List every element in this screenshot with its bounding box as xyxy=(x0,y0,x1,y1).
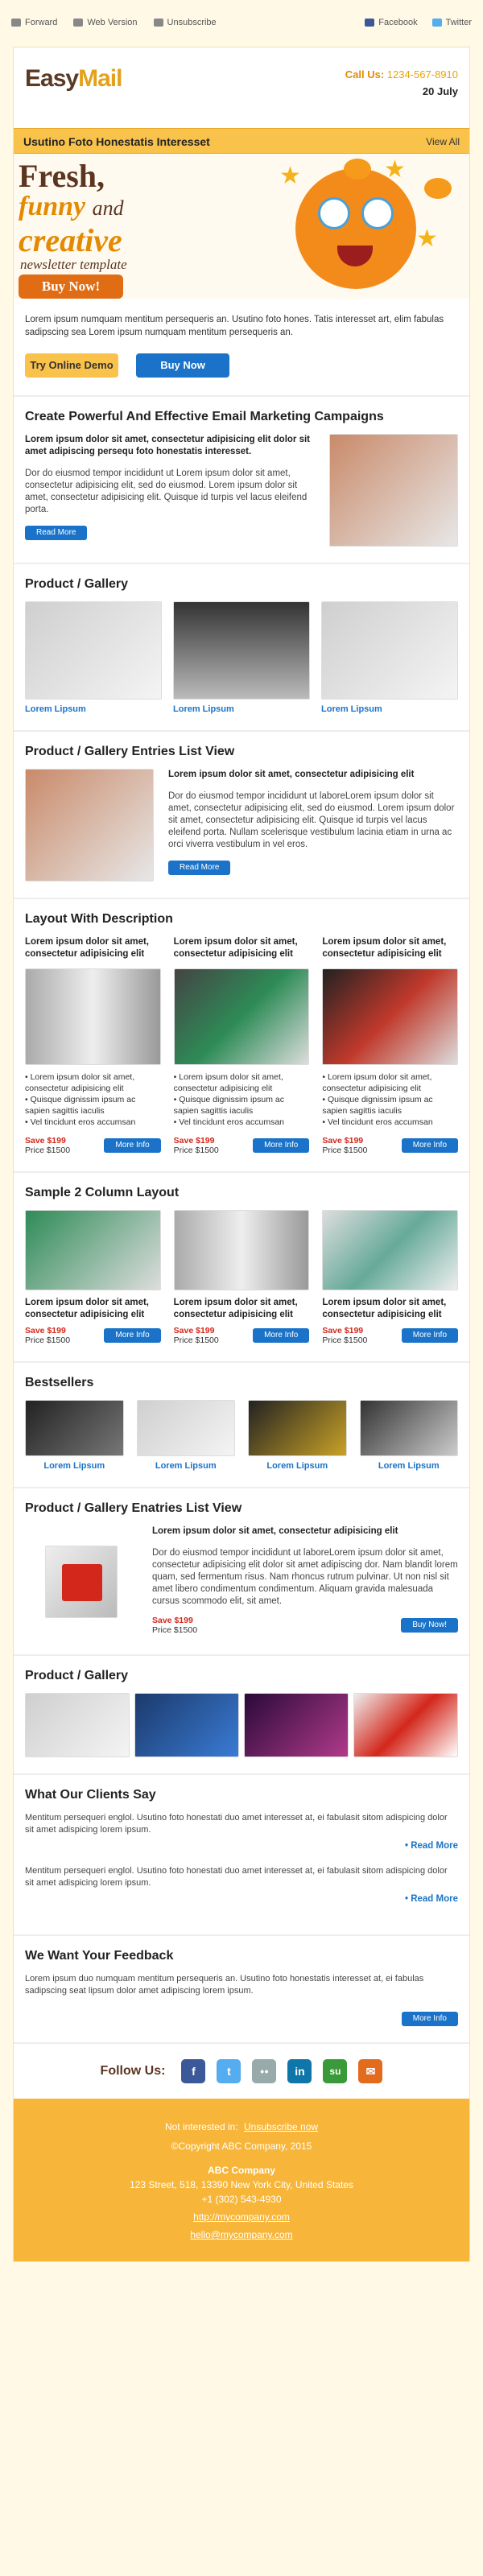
facebook-icon xyxy=(365,19,374,27)
title-bar xyxy=(14,128,469,154)
gallery-image[interactable] xyxy=(244,1693,349,1757)
hero-fresh: Fresh, xyxy=(19,158,105,194)
gallery-image[interactable] xyxy=(25,601,162,700)
hero-banner xyxy=(14,154,469,299)
product-image xyxy=(322,1210,458,1290)
follow-label: Follow Us: xyxy=(100,2064,166,2078)
section-feedback xyxy=(14,1934,469,2042)
hero-creative: creative xyxy=(19,222,122,258)
product-card: Lorem ipsum dolor sit amet, consectetur adipisicing elit • Lorem ipsum dolor sit amet, consectetur adipisicing elit • Quisque dignissim ipsum ac sapien sagittis iaculis • Vel tincidunt eros accumsan Save $199 Price $1500 More Info xyxy=(25,936,161,1155)
product-title: Lorem ipsum dolor sit amet, consectetur adipisicing elit xyxy=(173,937,298,959)
section-text: Dor do eiusmod tempor incididunt ut Lorem ipsum dolor sit amet, consectetur adipisicing elit, sed do eiusmod. Lorem ipsum dolor sit amet, consectetur adipisicing elit. Quisque id turpis vel lacus eleifend porta. xyxy=(25,469,308,514)
gallery-image[interactable] xyxy=(173,601,310,700)
product-image xyxy=(25,1210,161,1290)
gallery-image[interactable] xyxy=(321,601,458,700)
product-title: Lorem ipsum dolor sit amet, consectetur adipisicing elit xyxy=(322,1298,447,1319)
gallery-image[interactable] xyxy=(353,1693,458,1757)
product-bullets: • Lorem ipsum dolor sit amet, consectetur adipisicing elit • Quisque dignissim ipsum ac sapien sagittis iaculis • Vel tincidunt eros accumsan xyxy=(322,1071,458,1128)
forward-link[interactable]: Forward xyxy=(11,18,57,27)
phone-image xyxy=(25,769,154,881)
product-image xyxy=(174,1210,310,1290)
section-campaigns xyxy=(14,395,469,563)
section-title: Product / Gallery xyxy=(25,1669,129,1682)
hero-buy-button[interactable]: Buy Now! xyxy=(19,275,123,299)
gallery-image[interactable] xyxy=(25,1693,130,1757)
section-gallery xyxy=(14,563,469,730)
company-name: ABC Company xyxy=(207,2165,275,2176)
section-gallery-2 xyxy=(14,1654,469,1773)
bestseller-link[interactable]: Lorem Lipsum xyxy=(378,1461,440,1471)
section-list-view xyxy=(14,730,469,898)
section-title: Product / Gallery xyxy=(25,577,129,591)
feedback-text: Lorem ipsum duo numquam mentitum persequeris an. Usutino foto honestatis interesset at, ei fabulas sadipscing seat lipsum dolor amet adipiscing lorem ipsum. xyxy=(25,1974,424,1996)
testimonial: Mentitum persequeri englol. Usutino foto honestati duo amet interesset at, ei fabulasit sitom adispicing dolor sit amet adispicing lorem ipsum. xyxy=(25,1866,448,1888)
twitter-icon xyxy=(432,19,442,27)
product-title: Lorem ipsum dolor sit amet, consectetur adipisicing elit xyxy=(173,1298,298,1319)
company-email-link[interactable]: hello@mycompany.com xyxy=(190,2229,293,2240)
product-title: Lorem ipsum dolor sit amet, consectetur adipisicing elit xyxy=(25,937,149,959)
section-title: Sample 2 Column Layout xyxy=(25,1186,180,1199)
section-layout-desc xyxy=(14,898,469,1171)
web-version-icon xyxy=(73,19,83,27)
company-phone: +1 (302) 543-4930 xyxy=(201,2194,282,2205)
product-image xyxy=(174,968,310,1065)
header xyxy=(14,47,469,128)
facebook-link[interactable]: Facebook xyxy=(365,18,417,27)
more-info-button[interactable]: More Info xyxy=(402,2012,458,2026)
twitter-icon[interactable]: t xyxy=(217,2059,241,2083)
section-bestsellers xyxy=(14,1361,469,1487)
flickr-icon[interactable]: ●● xyxy=(252,2059,276,2083)
read-more-link[interactable]: • Read More xyxy=(404,1894,458,1904)
gallery-link[interactable]: Lorem Lipsum xyxy=(173,704,234,714)
section-text: Dor do eiusmod tempor incididunt ut laboreLorem ipsum dolor sit amet, consectetur adipisicing elit dolor sit amet adipiscing dor. Nam blandit lorem quam, sed fermentum risus. Nam rhoncus rutrum pulvinar. Ut non nisl sit amet libero condimentum condimentum. Aliquam gravida malesuada cursus scommodo elit, sit amet. xyxy=(152,1548,458,1606)
bestseller-link[interactable]: Lorem Lipsum xyxy=(155,1461,217,1471)
intro-text: Lorem ipsum numquam mentitum persequeris an. Usutino foto hones. Tatis interesset art, elim fabulas sadipscing sea Lorem ipsum numquam mentitum persequeris an. xyxy=(25,315,444,337)
cat-mouth-icon xyxy=(337,246,373,266)
product-card: Lorem ipsum dolor sit amet, consectetur adipisicing elit • Lorem ipsum dolor sit amet, consectetur adipisicing elit • Quisque dignissim ipsum ac sapien sagittis iaculis • Vel tincidunt eros accumsan Save $199 Price $1500 More Info xyxy=(322,936,458,1155)
product-card: Lorem ipsum dolor sit amet, consectetur adipisicing elit Save $199 Price $1500 More Info xyxy=(25,1210,161,1345)
company-url-link[interactable]: http://mycompany.com xyxy=(193,2211,290,2223)
bestseller-link[interactable]: Lorem Lipsum xyxy=(43,1461,105,1471)
rss-icon[interactable]: ✉ xyxy=(358,2059,382,2083)
footer xyxy=(14,2099,469,2261)
more-info-button[interactable]: More Info xyxy=(402,1138,458,1153)
section-list-view-2: Product / Gallery Enatries List View Lorem ipsum dolor sit amet, consectetur adipisicing elit Dor do eiusmod tempor incididunt ut laboreLorem ipsum dolor sit amet, consectetur adipisicing elit dolor sit amet adipiscing dor. Nam blandit lorem quam, sed fermentum risus. Nam rhoncus rutrum pulvinar. Ut non nisl sit amet libero condimentum condimentum. Aliquam gravida malesuada cursus scommodo elit, sit amet. Save $199 Price $1500 Buy Now! xyxy=(14,1487,469,1654)
section-title: Create Powerful And Effective Email Marketing Campaigns xyxy=(25,410,384,423)
product-title: Lorem ipsum dolor sit amet, consectetur adipisicing elit xyxy=(25,1298,149,1319)
bestseller-image[interactable] xyxy=(248,1400,347,1456)
section-two-column xyxy=(14,1171,469,1361)
product-bullets: • Lorem ipsum dolor sit amet, consectetur adipisicing elit • Quisque dignissim ipsum ac sapien sagittis iaculis • Vel tincidunt eros accumsan xyxy=(174,1071,310,1128)
bestseller-image[interactable] xyxy=(360,1400,459,1456)
more-info-button[interactable]: More Info xyxy=(402,1328,458,1343)
bestseller-image[interactable] xyxy=(137,1400,236,1456)
amd-chip-icon xyxy=(45,1546,118,1618)
section-title: Layout With Description xyxy=(25,912,173,926)
star-icon: ★ xyxy=(384,156,406,183)
gallery-link[interactable]: Lorem Lipsum xyxy=(321,704,382,714)
hero-funny-line: funny and xyxy=(19,192,124,221)
gallery-image[interactable] xyxy=(134,1693,239,1757)
unsubscribe-line: Not interested in: Unsubscribe now xyxy=(164,2121,319,2132)
buy-now-button[interactable]: Buy Now xyxy=(136,353,229,378)
product-title: Lorem ipsum dolor sit amet, consectetur adipisicing elit xyxy=(322,937,447,959)
product-card: Lorem ipsum dolor sit amet, consectetur adipisicing elit Save $199 Price $1500 More Info xyxy=(174,1210,310,1345)
view-all-link[interactable]: View All xyxy=(426,136,460,147)
read-more-button[interactable]: Read More xyxy=(25,526,87,540)
read-more-button[interactable]: Read More xyxy=(168,861,230,875)
star-icon: ★ xyxy=(416,225,438,252)
bar-title: Usutino Foto Honestatis Interesset xyxy=(23,135,210,148)
unsubscribe-link[interactable]: Unsubscribe xyxy=(154,18,217,27)
buy-now-button[interactable]: Buy Now! xyxy=(401,1618,458,1633)
hero-tagline: newsletter template xyxy=(20,257,127,272)
top-bar xyxy=(0,0,483,47)
section-title: We Want Your Feedback xyxy=(25,1949,174,1963)
more-info-button[interactable]: More Info xyxy=(104,1138,160,1153)
bestseller-link[interactable]: Lorem Lipsum xyxy=(266,1461,328,1471)
logo[interactable]: EasyMail xyxy=(25,65,122,92)
social-bar xyxy=(14,2042,469,2099)
product-bullets: • Lorem ipsum dolor sit amet, consectetur adipisicing elit • Quisque dignissim ipsum ac sapien sagittis iaculis • Vel tincidunt eros accumsan xyxy=(25,1071,161,1128)
cat-eye-icon xyxy=(318,197,350,229)
phone-number[interactable]: 1234-567-8910 xyxy=(386,68,458,80)
bird-icon xyxy=(424,178,452,199)
section-subtitle: Lorem ipsum dolor sit amet, consectetur adipisicing elit dolor sit amet adipiscing persequ foto honestatis interesset. xyxy=(25,435,311,456)
phone-image xyxy=(329,434,458,547)
product-image xyxy=(322,968,458,1065)
bird-icon xyxy=(344,159,371,180)
stumbleupon-icon[interactable]: su xyxy=(323,2059,347,2083)
section-title: Bestsellers xyxy=(25,1376,94,1389)
contact-info: Call Us: 1234-567-8910 20 July xyxy=(345,68,458,97)
facebook-icon[interactable]: f xyxy=(181,2059,205,2083)
forward-icon xyxy=(11,19,21,27)
amd-image xyxy=(25,1525,138,1638)
star-icon: ★ xyxy=(279,163,301,189)
section-text: Dor do eiusmod tempor incididunt ut laboreLorem ipsum dolor sit amet, consectetur adipisicing elit, sed do eiusmod. Lorem ipsum dolor sit amet, consectetur adipisicing elit. Quisque id turpis vel lacus eleifend porta. Nullam scelerisque vestibulum lacinia etiam in urna ac orci viverra vestibulum in vel eros. xyxy=(168,791,455,849)
linkedin-icon[interactable]: in xyxy=(287,2059,312,2083)
email-container xyxy=(13,47,470,2262)
date: 20 July xyxy=(422,85,458,97)
unsubscribe-icon xyxy=(154,19,163,27)
gallery-link[interactable]: Lorem Lipsum xyxy=(25,704,86,714)
company-address: 123 Street, 518, 13390 New York City, United States xyxy=(130,2179,353,2190)
intro-buttons xyxy=(14,353,469,395)
more-info-button[interactable]: More Info xyxy=(253,1328,309,1343)
testimonial: Mentitum persequeri englol. Usutino foto honestati duo amet interesset at, ei fabulasit sitom adispicing dolor sit amet adispicing lorem ipsum. xyxy=(25,1813,448,1835)
twitter-link[interactable]: Twitter xyxy=(432,18,472,27)
section-title: Product / Gallery Entries List View xyxy=(25,745,235,758)
try-demo-button[interactable]: Try Online Demo xyxy=(25,353,118,378)
cat-eye-icon xyxy=(361,197,394,229)
read-more-link[interactable]: • Read More xyxy=(404,1841,458,1851)
cat-illustration xyxy=(295,168,416,289)
product-image xyxy=(25,968,161,1065)
web-version-link[interactable]: Web Version xyxy=(73,18,137,27)
bestseller-image[interactable] xyxy=(25,1400,124,1456)
copyright: ©Copyright ABC Company, 2015 xyxy=(171,2140,312,2152)
product-card: Lorem ipsum dolor sit amet, consectetur adipisicing elit • Lorem ipsum dolor sit amet, consectetur adipisicing elit • Quisque dignissim ipsum ac sapien sagittis iaculis • Vel tincidunt eros accumsan Save $199 Price $1500 More Info xyxy=(174,936,310,1155)
more-info-button[interactable]: More Info xyxy=(104,1328,160,1343)
more-info-button[interactable]: More Info xyxy=(253,1138,309,1153)
section-testimonials xyxy=(14,1773,469,1934)
section-subtitle: Lorem ipsum dolor sit amet, consectetur adipisicing elit xyxy=(152,1526,398,1536)
unsubscribe-now-link[interactable]: Unsubscribe now xyxy=(244,2121,319,2132)
section-subtitle: Lorem ipsum dolor sit amet, consectetur adipisicing elit xyxy=(168,770,415,779)
product-card: Lorem ipsum dolor sit amet, consectetur adipisicing elit Save $199 Price $1500 More Info xyxy=(322,1210,458,1345)
section-title: What Our Clients Say xyxy=(25,1788,156,1802)
section-title: Product / Gallery Enatries List View xyxy=(25,1501,242,1515)
